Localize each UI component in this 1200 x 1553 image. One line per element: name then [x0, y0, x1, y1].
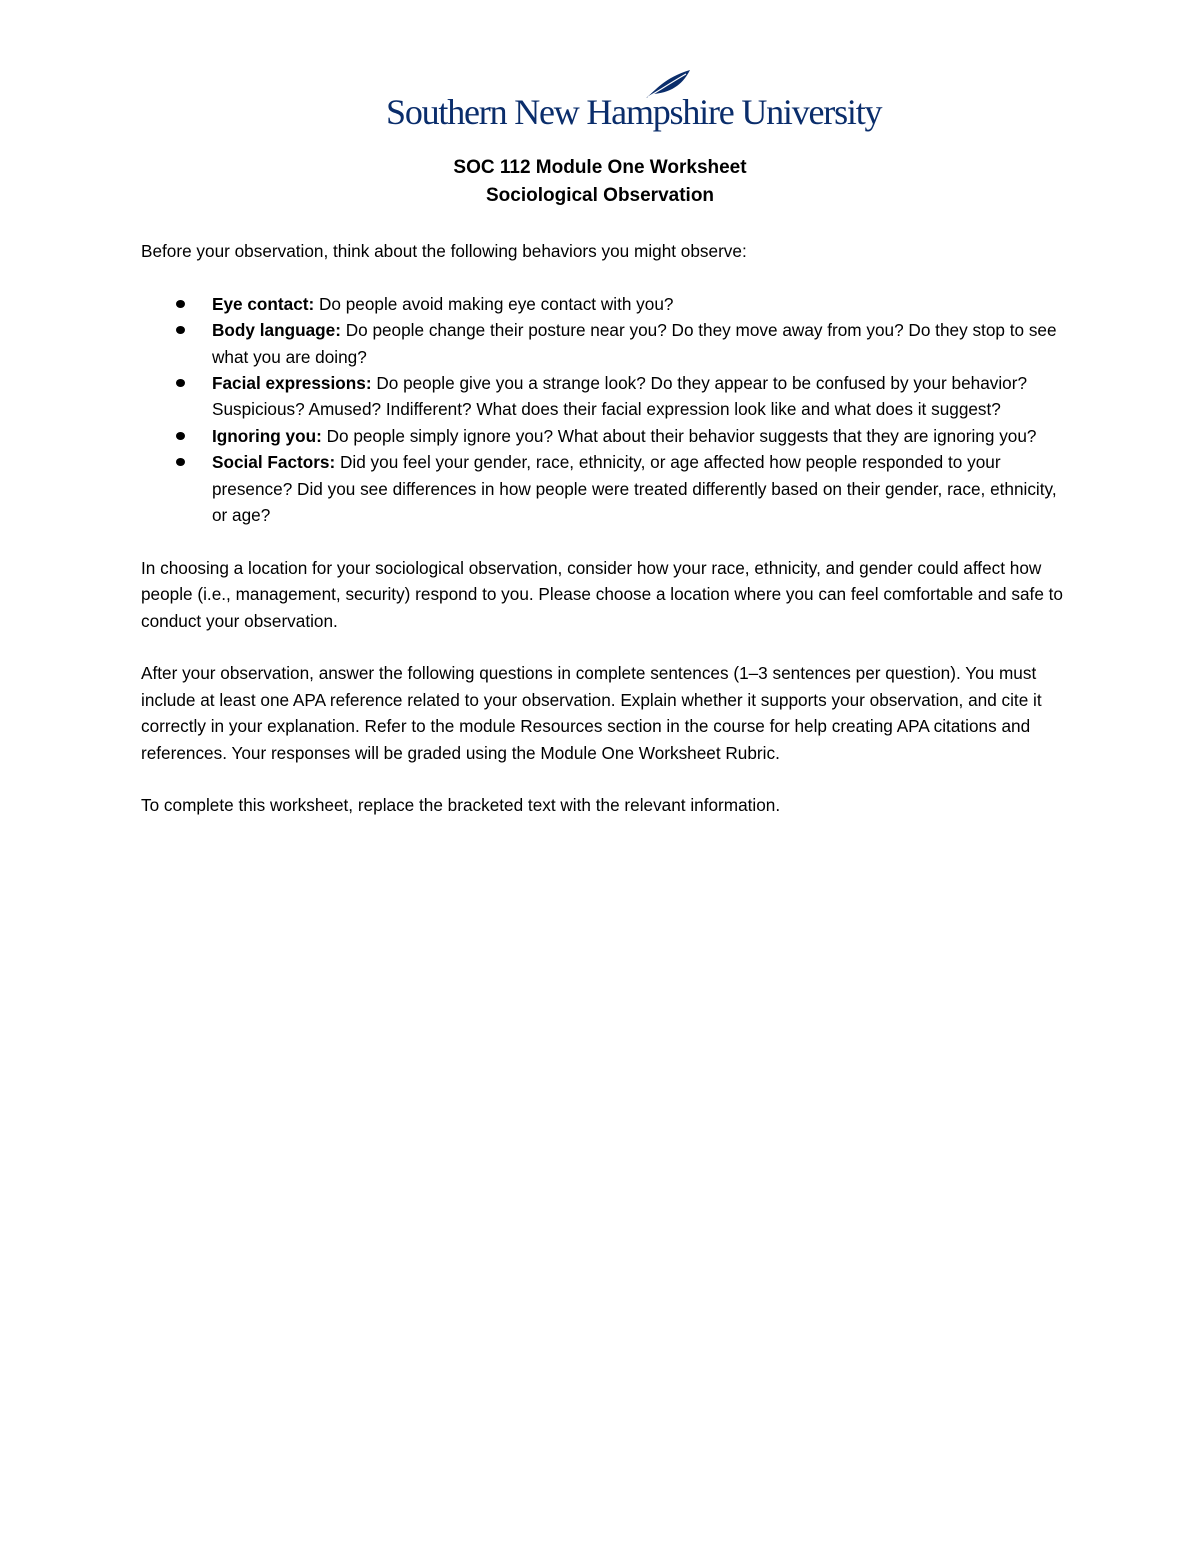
behaviors-list: [141, 291, 1071, 529]
logo-wordmark: Southern New Hampshire University: [386, 92, 882, 132]
bullet-icon: [176, 432, 185, 440]
university-logo: [386, 68, 882, 138]
behavior-term: Body language:: [212, 320, 341, 341]
instructions-paragraph: After your observation, answer the following questions in complete sentences (1–3 sentences per question). You must include at least one APA reference related to your observation. Explain whether it supports your observation, and cite it correctly in your explanation. Refer to the module Resources section in the course for help creating APA citations and references. Your responses will be graded using the Module One Worksheet Rubric.: [141, 663, 1042, 763]
behavior-term: Facial expressions:: [212, 373, 372, 394]
list-item: [212, 423, 1071, 449]
behavior-description: Do people change their posture near you? Do they move away from you? Do they stop to see what you are doing?: [212, 320, 1057, 367]
title-line-2: Sociological Observation: [485, 185, 715, 206]
behavior-term: Ignoring you:: [212, 425, 322, 446]
behavior-description: Do people simply ignore you? What about their behavior suggests that they are ignoring you?: [321, 425, 1037, 446]
document-body: [141, 238, 1071, 819]
bullet-icon: [176, 326, 185, 334]
bullet-icon: [176, 458, 185, 466]
behavior-description: Did you feel your gender, race, ethnicity, or age affected how people responded to your presence? Did you see differences in how people were treated differently based on their gender, race, ethnicity, or age?: [212, 452, 1057, 526]
behavior-description: Do people avoid making eye contact with you?: [314, 293, 674, 314]
behavior-term: Social Factors:: [212, 452, 336, 473]
list-item: [212, 370, 1071, 423]
list-item: [212, 291, 1071, 317]
completion-paragraph: To complete this worksheet, replace the bracketed text with the relevant information.: [141, 795, 781, 816]
bullet-icon: [176, 379, 185, 387]
document-title: [0, 154, 1200, 210]
list-item: [212, 317, 1071, 370]
intro-paragraph: Before your observation, think about the following behaviors you might observe:: [141, 241, 747, 261]
location-paragraph: In choosing a location for your sociological observation, consider how your race, ethnicity, and gender could affect how people (i.e., management, security) respond to you. Please choose a location where you can feel comfortable and safe to conduct your observation.: [141, 557, 1063, 631]
behavior-term: Eye contact:: [212, 293, 315, 314]
bullet-icon: [176, 300, 185, 308]
title-line-1: SOC 112 Module One Worksheet: [453, 157, 747, 178]
list-item: [212, 449, 1071, 528]
behavior-description: Do people give you a strange look? Do they appear to be confused by your behavior? Suspicious? Amused? Indifferent? What does their facial expression look like and what does it suggest?: [212, 373, 1028, 420]
